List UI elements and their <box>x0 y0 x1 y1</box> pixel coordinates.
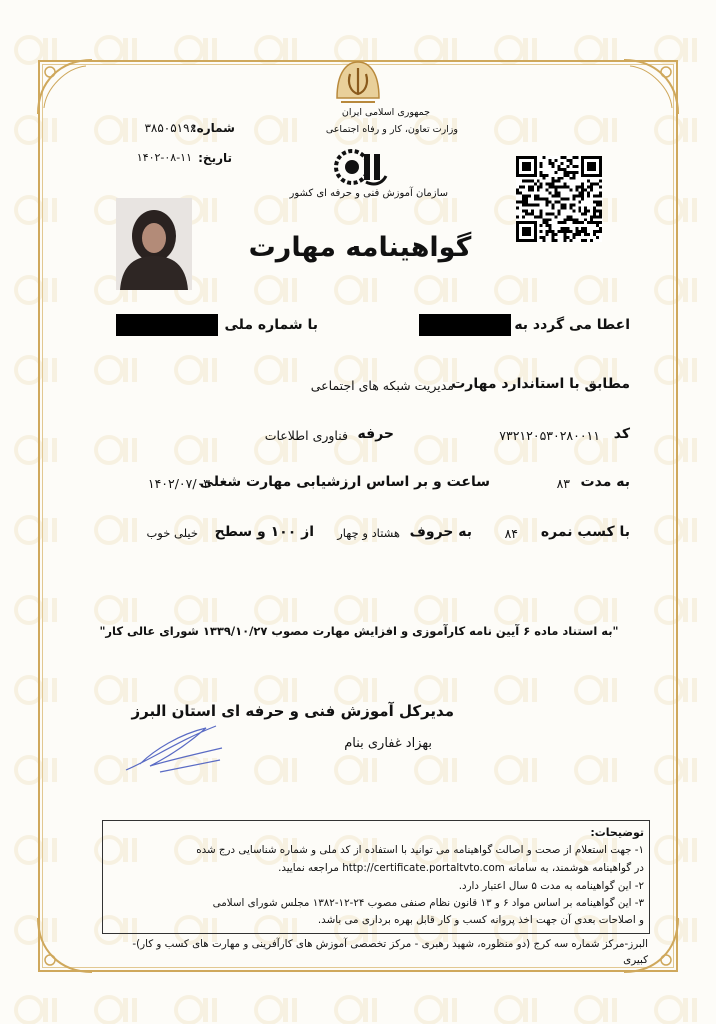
certificate-title: گواهینامه مهارت <box>248 232 472 263</box>
in-words-value: هشتاد و چهار <box>337 526 400 540</box>
qr-code-icon <box>516 156 602 242</box>
tvto-logo-icon <box>330 146 390 188</box>
assessment-date: ۱۴۰۲/۰۷/۰۳ <box>147 476 210 491</box>
notes-line-3: ۲- این گواهینامه به مدت ۵ سال اعتبار دارد. <box>458 880 644 892</box>
watermark-logo-icon <box>478 970 558 1024</box>
date-value: ۱۴۰۲-۰۸-۱۱ <box>136 151 192 164</box>
hours-label: ساعت و بر اساس ارزشیابی مهارت شغلی <box>199 474 490 490</box>
corner-ornament-top-right <box>616 52 686 122</box>
signature-mark <box>120 720 230 780</box>
notes-line-2: در گواهینامه هوشمند، به سامانه http://certificate.portaltvto.com مراجعه نمایید. <box>278 862 644 874</box>
signatory-title: مدیرکل آموزش فنی و حرفه ای استان البرز <box>131 702 454 720</box>
regulation-text: "به استناد ماده ۶ آیین نامه کارآموزی و افزایش مهارت مصوب ۱۳۳۹/۱۰/۲۷ شورای عالی کار" <box>99 624 619 638</box>
issued-to-label: اعطا می گردد به <box>514 317 630 333</box>
number-value: ۳۸۵۰۵۱۹۶ <box>144 121 196 135</box>
trade-value: فناوری اطلاعات <box>264 428 348 443</box>
score-value: ۸۴ <box>504 526 518 541</box>
footer-line-2: کبیری <box>623 954 648 966</box>
republic-name: جمهوری اسلامی ایران <box>341 107 430 118</box>
ministry-name: وزارت تعاون، کار و رفاه اجتماعی <box>325 124 458 135</box>
standard-value: مدیریت شبکه های اجتماعی <box>310 378 454 393</box>
trade-label: حرفه <box>357 426 394 442</box>
national-id-label: با شماره ملی <box>224 317 318 333</box>
watermark-logo-icon <box>398 970 478 1024</box>
signatory-name: بهزاد غفاری بنام <box>344 736 432 751</box>
redacted-name <box>419 314 511 336</box>
watermark-logo-icon <box>318 970 398 1024</box>
standard-label: مطابق با استاندارد مهارت <box>451 376 630 392</box>
notes-line-4: ۳- این گواهینامه بر اساس مواد ۶ و ۱۳ قانون نظام صنفی مصوب ۲۴-۱۲-۱۳۸۲ مجلس شورای اسلامی <box>212 897 644 909</box>
date-label: تاریخ: <box>198 151 232 165</box>
duration-value: ۸۳ <box>556 476 570 491</box>
iran-emblem-icon <box>333 58 383 106</box>
number-label: شماره: <box>191 121 235 135</box>
notes-line-5: و اصلاحات بعدی آن جهت اخذ پروانه کسب و کار قابل بهره برداری می باشد. <box>317 914 644 926</box>
level-value: خیلی خوب <box>146 526 198 540</box>
code-value: ۷۳۲۱۲۰۵۳۰۲۸۰۰۱۱ <box>499 428 600 443</box>
corner-ornament-bottom-left <box>30 910 100 980</box>
duration-label: به مدت <box>580 474 630 490</box>
score-label: با کسب نمره <box>540 524 630 540</box>
notes-title: توضیحات: <box>590 826 644 839</box>
footer-line-1: البرز-مرکز شماره سه کرج (دو منظوره، شهید رهبری - مرکز تخصصی آموزش های کارآفرینی و مهارت های کسب و کار)- <box>132 938 648 950</box>
holder-photo <box>116 198 192 290</box>
organization-name: سازمان آموزش فنی و حرفه ای کشور <box>289 188 448 199</box>
notes-line-1: ۱- جهت استعلام از صحت و اصالت گواهینامه می توانید با استفاده از کد ملی و شماره شناسایی درج شده <box>196 844 644 856</box>
code-label: کد <box>613 426 630 442</box>
watermark-logo-icon <box>158 970 238 1024</box>
out-of-label: از ۱۰۰ و سطح <box>214 524 314 540</box>
watermark-logo-icon <box>238 970 318 1024</box>
redacted-national-id <box>116 314 218 336</box>
corner-ornament-top-left <box>30 52 100 122</box>
in-words-label: به حروف <box>409 524 472 540</box>
